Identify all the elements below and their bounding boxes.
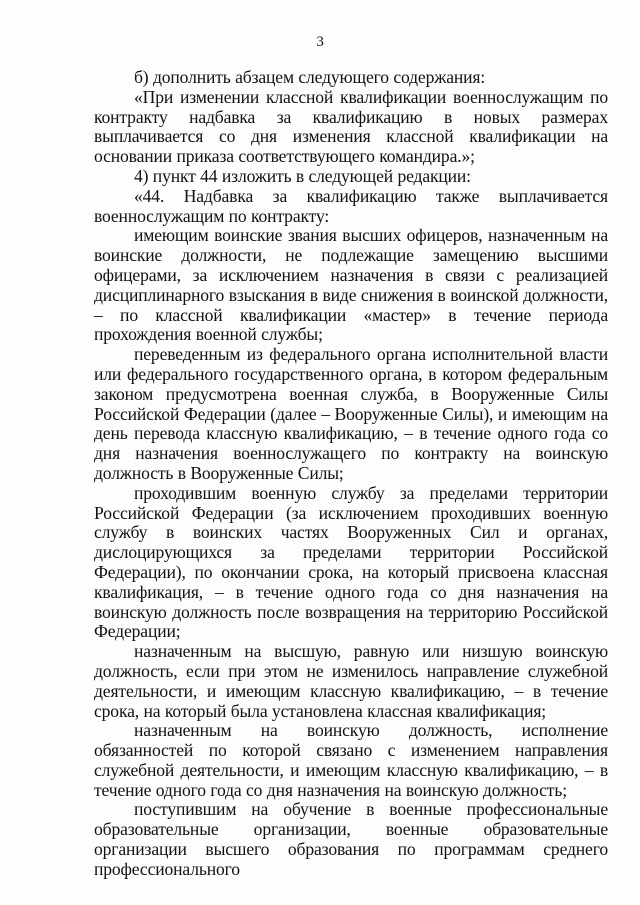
- paragraph-appointed-changed-direction: назначенным на воинскую должность, исполнение обязанностей по которой связано с изменением направления служебной деятельности, и имеющим классную квалификацию, – в течение одного года со дня назначения на воинскую должность;: [94, 720, 608, 800]
- document-body: [94, 68, 608, 880]
- paragraph-transferred: переведенным из федерального органа исполнительной власти или федерального государственного органа, в котором федеральным законом предусмотрена военная служба, в Вооруженные Силы Российской Федерации (далее – Вооруженные Силы), и имеющим на день перевода классную квалификацию, – в течение одного года со дня назначения военнослужащего по контракту на воинскую должность в Вооруженные Силы;: [94, 344, 608, 483]
- paragraph-senior-officers: имеющим воинские звания высших офицеров, назначенным на воинские должности, не подлежащие замещению высшими офицерами, за исключением назначения в связи с реализацией дисциплинарного взыскания в виде снижения в воинской должности, – по классной квалификации «мастер» в течение периода прохождения военной службы;: [94, 225, 608, 345]
- paragraph-served-abroad: проходившим военную службу за пределами территории Российской Федерации (за исключением проходивших военную службу в воинских частях Вооруженных Сил и органах, дислоцирующихся за пределами территории Российской Федерации), по окончании срока, на который присвоена классная квалификация, – в течение одного года со дня назначения на воинскую должность после возвращения на территорию Российской Федерации;: [94, 482, 608, 642]
- paragraph-subpoint-b: б) дополнить абзацем следующего содержания:: [134, 67, 486, 87]
- paragraph-item-4: 4) пункт 44 изложить в следующей редакции:: [134, 165, 471, 186]
- page-number: 3: [316, 34, 324, 50]
- paragraph-quoted-amendment: «При изменении классной квалификации военнослужащим по контракту надбавка за квалификацию в новых размерах выплачивается со дня изменения классной квалификации на основании приказа соответствующего командира.»;: [94, 86, 608, 167]
- paragraph-appointed-same-direction: назначенным на высшую, равную или низшую воинскую должность, если при этом не изменилось направление служебной деятельности, и имеющим классную квалификацию, – в течение срока, на который была установлена классная квалификация;: [94, 641, 608, 721]
- paragraph-clause-44: «44. Надбавка за квалификацию также выплачивается военнослужащим по контракту:: [94, 185, 608, 226]
- paragraph-enrolled-training: поступившим на обучение в военные профессиональные образовательные организации, военные образовательные организации высшего образования по программам среднего профессионального: [94, 799, 608, 879]
